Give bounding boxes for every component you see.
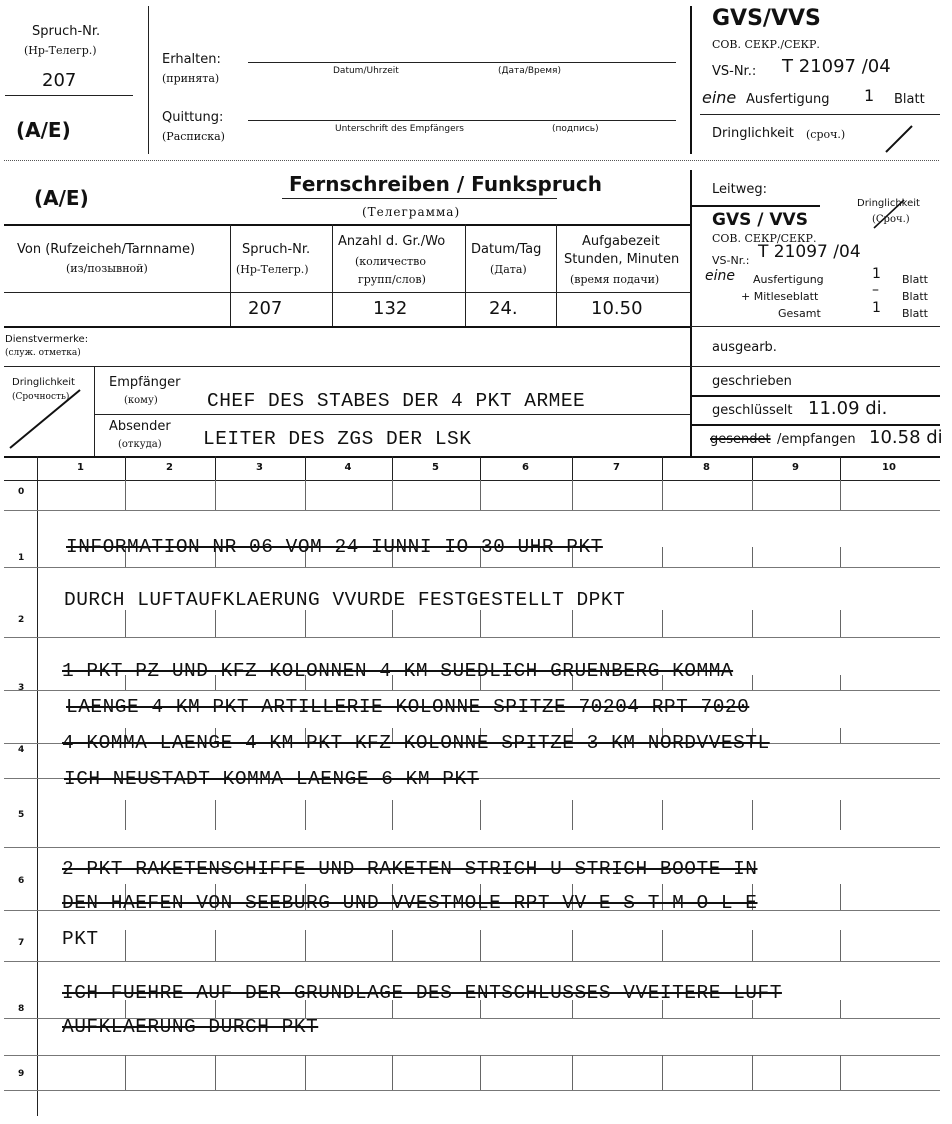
grid-row-line	[4, 690, 940, 691]
ausgearb-label: ausgearb.	[712, 340, 777, 355]
col-aufgabe-label1: Aufgabezeit	[582, 234, 660, 249]
col-datum-ru: (Дата)	[490, 263, 527, 276]
dringlichkeit-sidebar-ru: (Сроч.)	[872, 214, 910, 225]
dringlichkeit-label-top: Dringlichkeit	[712, 126, 794, 141]
grid-cell-tick	[662, 547, 663, 567]
grid-cell-tick	[840, 728, 841, 743]
message-line: 1 PKT PZ UND KFZ KOLONNEN 4 KM SUEDLICH GRUENBERG KOMMA	[62, 660, 734, 682]
gesamt-count: 1	[872, 300, 881, 316]
grid-cell-tick	[480, 1055, 481, 1090]
sov-sekr-top: СОВ. СЕКР./СЕКР.	[712, 38, 820, 51]
grid-cell-tick	[480, 610, 481, 637]
slash-mark-top	[880, 120, 920, 156]
grid-column-number: 9	[792, 462, 799, 473]
grid-cell-tick	[662, 1055, 663, 1090]
grid-column-separator	[572, 456, 573, 480]
grid-column-number: 5	[432, 462, 439, 473]
message-line: 2 PKT RAKETENSCHIFFE UND RAKETEN STRICH U STRICH BOOTE IN	[62, 858, 758, 880]
grid-cell-tick	[392, 1055, 393, 1090]
grid-cell-tick	[840, 1000, 841, 1018]
message-line: ICH NEUSTADT KOMMA LAENGE 6 KM PKT	[64, 768, 479, 790]
grid-column-separator	[840, 456, 841, 480]
grid-cell-tick	[305, 800, 306, 830]
slash-mark-dringlichkeit	[6, 386, 86, 452]
grid-cell-tick	[392, 800, 393, 830]
grid-row-number: 3	[18, 683, 25, 693]
unterschrift-label: Unterschrift des Empfängers	[335, 124, 464, 134]
grid-cell-tick	[840, 1055, 841, 1090]
col-anzahl-ru2: групп/слов)	[358, 273, 426, 286]
col-von-ru: (из/позывной)	[66, 262, 148, 275]
grid-column-separator	[125, 456, 126, 480]
empfaenger-ru: (кому)	[124, 395, 158, 406]
grid-column-number: 2	[166, 462, 173, 473]
grid-column-separator	[215, 456, 216, 480]
grid-cell-tick	[215, 1055, 216, 1090]
grid-column-number: 6	[522, 462, 529, 473]
grid-cell-tick	[572, 610, 573, 637]
grid-top-border	[4, 456, 940, 458]
grid-row-number: 4	[18, 745, 25, 755]
val-spruch: 207	[248, 298, 283, 319]
grid-row-line	[4, 1090, 940, 1091]
grid-row-number: 6	[18, 876, 25, 886]
grid-cell-tick	[305, 1055, 306, 1090]
grid-cell-tick	[752, 800, 753, 830]
grid-cell-tick	[752, 1055, 753, 1090]
grid-left-margin	[37, 456, 38, 1116]
leitweg-label: Leitweg:	[712, 182, 767, 197]
grid-cell-tick	[840, 930, 841, 961]
sov-sekr-sidebar: СОВ. СЕКР/СЕКР.	[712, 232, 817, 245]
grid-column-number: 1	[77, 462, 84, 473]
grid-row-line	[4, 637, 940, 638]
col-datum-label: Datum/Tag	[471, 242, 542, 257]
erhalten-ru: (принята)	[162, 72, 220, 85]
empfangen-label: /empfangen	[777, 432, 856, 447]
geschluesselt-label: geschlüsselt	[712, 403, 793, 418]
blatt-label-top: Blatt	[894, 92, 925, 107]
empfaenger-label: Empfänger	[109, 375, 181, 390]
grid-cell-tick	[480, 930, 481, 961]
col-spruch-label: Spruch-Nr.	[242, 242, 311, 257]
grid-cell-tick	[305, 610, 306, 637]
mitleseblatt-label: + Mitleseblatt	[741, 290, 819, 303]
empfangen-value: 10.58 di	[869, 427, 943, 448]
form-title-ru: (Телеграмма)	[362, 205, 461, 219]
spruch-nr-ru: (Hp-Телегр.)	[24, 44, 97, 57]
slash-mark-sidebar	[870, 196, 910, 232]
grid-row-number: 5	[18, 810, 25, 820]
col-spruch-ru: (Hp-Телегр.)	[236, 263, 309, 276]
grid-cell-tick	[480, 800, 481, 830]
grid-column-number: 7	[613, 462, 620, 473]
ausfertigung-prefix-top: eine	[702, 88, 737, 107]
grid-number-strip-line	[4, 480, 940, 481]
spruch-nr-value: 207	[42, 70, 77, 91]
grid-cell-tick	[752, 675, 753, 690]
grid-row-line	[4, 510, 940, 511]
dienstvermerke-ru: (служ. отметка)	[5, 348, 81, 358]
message-line: 4 KOMMA LAENGE 4 KM PKT KFZ KOLONNE SPITZE 3 KM NORDVVESTL	[62, 732, 770, 754]
grid-row-number: 7	[18, 938, 25, 948]
val-anzahl: 132	[373, 298, 408, 319]
grid-row-number: 0	[18, 487, 25, 497]
absender-ru: (откуда)	[118, 439, 162, 450]
grid-cell-tick	[752, 930, 753, 961]
message-line: INFORMATION NR 06 VOM 24 IUNNI IO 30 UHR PKT	[66, 536, 603, 558]
gesendet-label: gesendet	[710, 432, 771, 447]
grid-row-number: 2	[18, 615, 25, 625]
grid-cell-tick	[480, 480, 481, 510]
col-von-label: Von (Rufzeicheh/Tarnname)	[17, 242, 196, 257]
dringlichkeit-ru: (Срочность)	[12, 392, 70, 402]
absender-label: Absender	[109, 419, 171, 434]
podpis-ru: (подпись)	[552, 124, 599, 134]
message-line: DEN HAEFEN VON SEEBURG UND VVESTMOLE RPT VV E S T M O L E	[62, 892, 758, 914]
grid-cell-tick	[572, 930, 573, 961]
grid-cell-tick	[840, 480, 841, 510]
geschrieben-label: geschrieben	[712, 374, 792, 389]
blatt-2: Blatt	[902, 290, 928, 303]
dienstvermerke-label: Dienstvermerke:	[5, 334, 89, 345]
message-line: PKT	[62, 928, 99, 950]
col-anzahl-ru1: (количество	[355, 255, 426, 268]
blatt-1: Blatt	[902, 273, 928, 286]
classification-top: GVS/VVS	[712, 6, 821, 31]
datum-ru: (Дата/Время)	[498, 66, 561, 76]
ausfertigung-count-sidebar: 1	[872, 266, 881, 282]
grid-column-number: 4	[344, 462, 352, 473]
dringlichkeit-sidebar: Dringlichkeit	[857, 198, 920, 209]
form-title: Fernschreiben / Funkspruch	[289, 172, 603, 196]
absender-value: LEITER DES ZGS DER LSK	[203, 428, 472, 450]
vs-nr-value-sidebar: T 21097 /04	[758, 242, 861, 262]
grid-cell-tick	[840, 610, 841, 637]
grid-cell-tick	[125, 930, 126, 961]
erhalten-label: Erhalten:	[162, 52, 221, 67]
message-line: LAENGE 4 KM PKT ARTILLERIE KOLONNE SPITZE 70204 RPT 7020	[66, 696, 750, 718]
spruch-nr-label: Spruch-Nr.	[32, 24, 101, 39]
grid-cell-tick	[572, 480, 573, 510]
grid-column-number: 8	[703, 462, 710, 473]
val-aufgabe: 10.50	[591, 298, 643, 319]
grid-cell-tick	[572, 1055, 573, 1090]
grid-row-number: 8	[18, 1004, 25, 1014]
grid-cell-tick	[125, 1055, 126, 1090]
grid-cell-tick	[662, 480, 663, 510]
vs-nr-label-sidebar: VS-Nr.:	[712, 254, 750, 267]
grid-cell-tick	[305, 930, 306, 961]
grid-cell-tick	[125, 610, 126, 637]
quittung-ru: (Расписка)	[162, 130, 225, 143]
grid-row-line	[4, 1055, 940, 1056]
grid-cell-tick	[305, 480, 306, 510]
empfaenger-value: CHEF DES STABES DER 4 PKT ARMEE	[207, 390, 586, 412]
grid-cell-tick	[125, 480, 126, 510]
grid-cell-tick	[215, 480, 216, 510]
grid-row-line	[4, 567, 940, 568]
grid-cell-tick	[752, 480, 753, 510]
grid-row-line	[4, 961, 940, 962]
gesamt-label: Gesamt	[778, 307, 821, 320]
mitleseblatt-count: –	[872, 282, 879, 298]
val-datum: 24.	[489, 298, 518, 319]
grid-cell-tick	[840, 547, 841, 567]
ausfertigung-label-top: Ausfertigung	[746, 92, 830, 107]
col-anzahl-label: Anzahl d. Gr./Wo	[338, 234, 446, 249]
ausfertigung-prefix-sidebar: eine	[705, 268, 735, 284]
message-line: DURCH LUFTAUFKLAERUNG VVURDE FESTGESTELLT DPKT	[64, 589, 626, 611]
ausfertigung-label-sidebar: Ausfertigung	[753, 273, 824, 286]
classification-sidebar: GVS / VVS	[712, 210, 808, 230]
quittung-label: Quittung:	[162, 110, 224, 125]
grid-column-separator	[305, 456, 306, 480]
grid-cell-tick	[752, 610, 753, 637]
grid-cell-tick	[840, 675, 841, 690]
grid-cell-tick	[662, 610, 663, 637]
grid-row-number: 1	[18, 553, 25, 563]
grid-cell-tick	[662, 800, 663, 830]
col-aufgabe-ru: (время подачи)	[570, 273, 660, 286]
blatt-3: Blatt	[902, 307, 928, 320]
grid-column-separator	[392, 456, 393, 480]
grid-row-number: 9	[18, 1069, 25, 1079]
grid-cell-tick	[752, 547, 753, 567]
grid-cell-tick	[662, 930, 663, 961]
ae-mark-form: (A/E)	[34, 186, 89, 210]
grid-column-number: 10	[882, 462, 896, 473]
vs-nr-value-top: T 21097 /04	[782, 56, 891, 77]
grid-column-number: 3	[256, 462, 263, 473]
grid-row-line	[4, 847, 940, 848]
ae-mark-top: (A/E)	[16, 118, 71, 142]
grid-cell-tick	[840, 884, 841, 910]
grid-cell-tick	[392, 930, 393, 961]
geschluesselt-value: 11.09 di.	[808, 398, 888, 419]
grid-cell-tick	[840, 800, 841, 830]
grid-cell-tick	[215, 800, 216, 830]
dringlichkeit-label: Dringlichkeit	[12, 377, 75, 388]
grid-cell-tick	[125, 800, 126, 830]
vs-nr-label-top: VS-Nr.:	[712, 64, 757, 79]
ausfertigung-count-top: 1	[864, 86, 875, 105]
col-aufgabe-label2: Stunden, Minuten	[564, 252, 680, 267]
grid-column-separator	[662, 456, 663, 480]
grid-cell-tick	[392, 480, 393, 510]
grid-cell-tick	[572, 800, 573, 830]
message-line: AUFKLAERUNG DURCH PKT	[62, 1016, 319, 1038]
grid-column-separator	[480, 456, 481, 480]
dringlichkeit-ru-top: (сроч.)	[806, 128, 846, 141]
grid-cell-tick	[215, 930, 216, 961]
message-line: ICH FUEHRE AUF DER GRUNDLAGE DES ENTSCHLUSSES VVEITERE LUFT	[62, 982, 782, 1004]
grid-column-separator	[752, 456, 753, 480]
grid-cell-tick	[215, 610, 216, 637]
grid-cell-tick	[392, 610, 393, 637]
datum-uhrzeit-label: Datum/Uhrzeit	[333, 66, 399, 76]
